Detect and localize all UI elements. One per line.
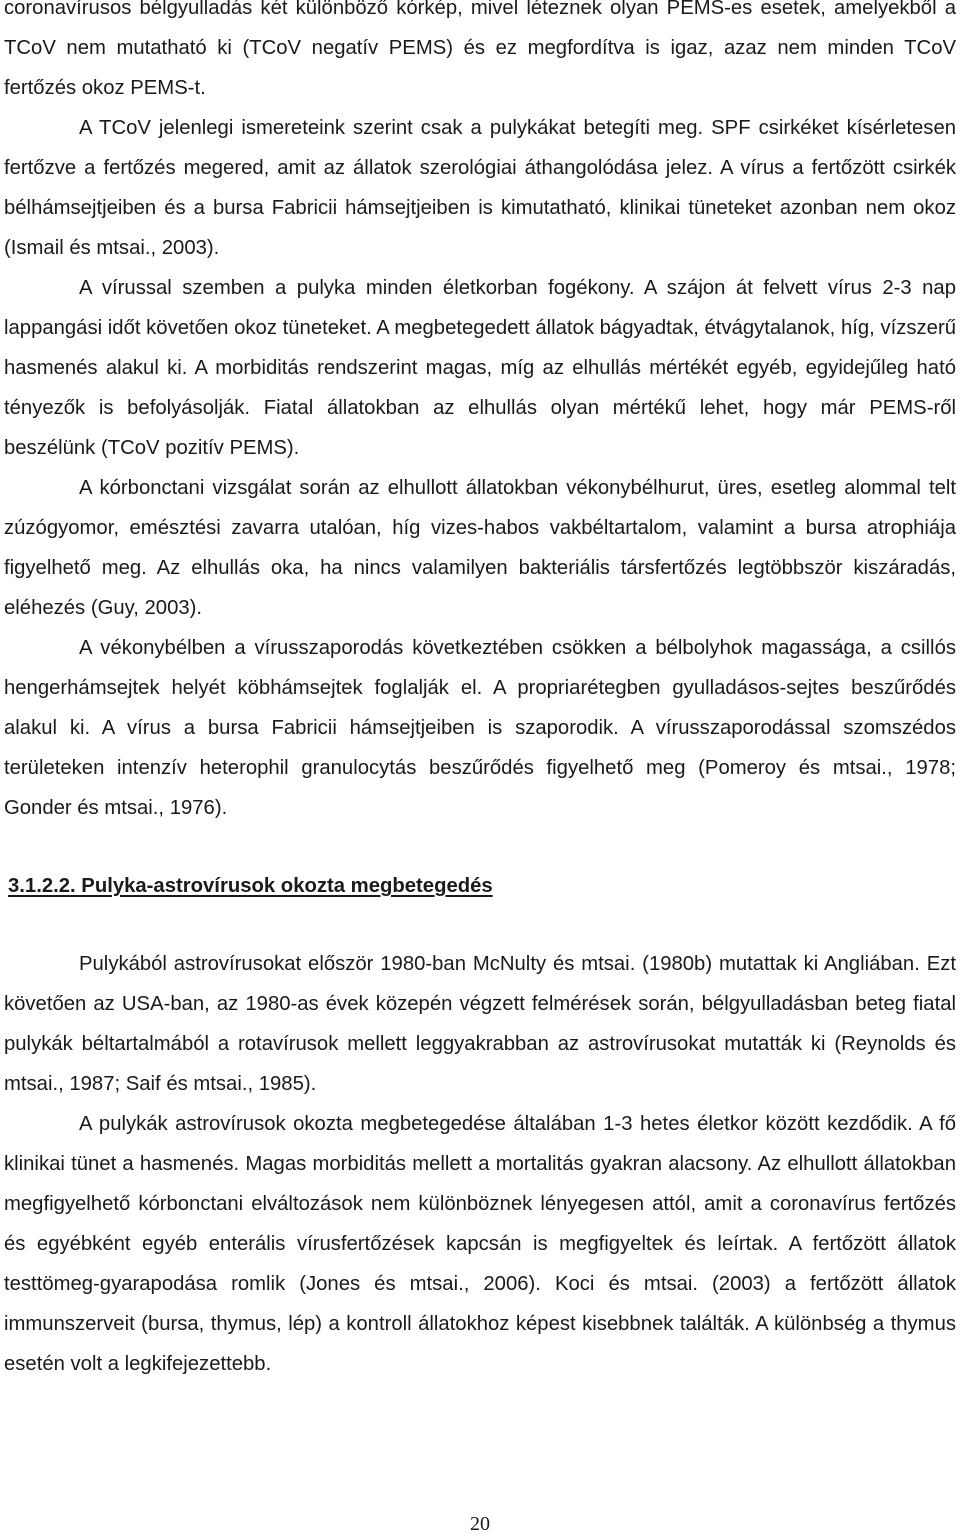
paragraph-susceptibility: A vírussal szemben a pulyka minden életkorban fogékony. A szájon át felvett vírus 2-3 nap lappangási időt követően okoz tüneteket. A megbetegedett állatok bágyadtak, étvágytalanok, híg, vízszerű hasmenés alakul ki. A morbiditás rendszerint magas, míg az elhullás mértékét egyéb, egyidejűleg ható tényezők is befolyásolják. Fiatal állatokban az elhullás olyan mértékű lehet, hogy már PEMS-ről beszélünk (TCoV pozitív PEMS). <box>4 277 956 459</box>
section-heading: 3.1.2.2. Pulyka-astrovírusok okozta megbetegedés <box>8 875 493 897</box>
paragraph-pems-continuation: coronavírusos bélgyulladás két különböző kórkép, mivel léteznek olyan PEMS-es esetek, amelyekből a TCoV nem mutatható ki (TCoV negatív PEMS) és ez megfordítva is igaz, azaz nem minden TCoV fertőzés okoz PEMS-t. <box>4 0 956 99</box>
paragraph-astrovirus-history: Pulykából astrovírusokat először 1980-ban McNulty és mtsai. (1980b) mutattak ki Angliában. Ezt követően az USA-ban, az 1980-as évek közepén végzett felmérések során, bélgyulladásban beteg fiatal pulykák béltartalmából a rotavírusok mellett leggyakrabban az astrovírusokat mutatták ki (Reynolds és mtsai., 1987; Saif és mtsai., 1985). <box>4 953 956 1095</box>
page-number: 20 <box>470 1513 490 1535</box>
document-page <box>4 0 956 1384</box>
paragraph-pathology: A kórbonctani vizsgálat során az elhullott állatokban vékonybélhurut, üres, esetleg alommal telt zúzógyomor, emésztési zavarra utalóan, híg vizes-habos vakbéltartalom, valamint a bursa atrophiája figyelhető meg. Az elhullás oka, ha nincs valamilyen bakteriális társfertőzés legtöbbször kiszáradás, eléhezés (Guy, 2003). <box>4 477 956 619</box>
section-spacer <box>4 828 956 866</box>
paragraph-histology: A vékonybélben a vírusszaporodás következtében csökken a bélbolyhok magassága, a csillós hengerhámsejtek helyét köbhámsejtek foglalják el. A propriarétegben gyulladásos-sejtes beszűrődés alakul ki. A vírus a bursa Fabricii hámsejtjeiben is szaporodik. A vírusszaporodással szomszédos területeken intenzív heterophil granulocytás beszűrődés figyelhető meg (Pomeroy és mtsai., 1978; Gonder és mtsai., 1976). <box>4 637 956 819</box>
paragraph-tcov-host: A TCoV jelenlegi ismereteink szerint csak a pulykákat betegíti meg. SPF csirkéket kísérletesen fertőzve a fertőzés megered, amit az állatok szerológiai áthangolódása jelez. A vírus a fertőzött csirkék bélhámsejtjeiben és a bursa Fabricii hámsejtjeiben is kimutatható, klinikai tüneteket azonban nem okoz (Ismail és mtsai., 2003). <box>4 117 956 259</box>
paragraph-astrovirus-disease: A pulykák astrovírusok okozta megbetegedése általában 1-3 hetes életkor között kezdődik. A fő klinikai tünet a hasmenés. Magas morbiditás mellett a mortalitás gyakran alacsony. Az elhullott állatokban megfigyelhető kórbonctani elváltozások nem különböznek lényegesen attól, amit a coronavírus fertőzés és egyébként egyéb enterális vírusfertőzések kapcsán is megfigyeltek és leírtak. A fertőzött állatok testtömeg-gyarapodása romlik (Jones és mtsai., 2006). Koci és mtsai. (2003) a fertőzött állatok immunszerveit (bursa, thymus, lép) a kontroll állatokhoz képest kisebbnek találták. A különbség a thymus esetén volt a legkifejezettebb. <box>4 1113 956 1375</box>
section-spacer <box>4 906 956 944</box>
